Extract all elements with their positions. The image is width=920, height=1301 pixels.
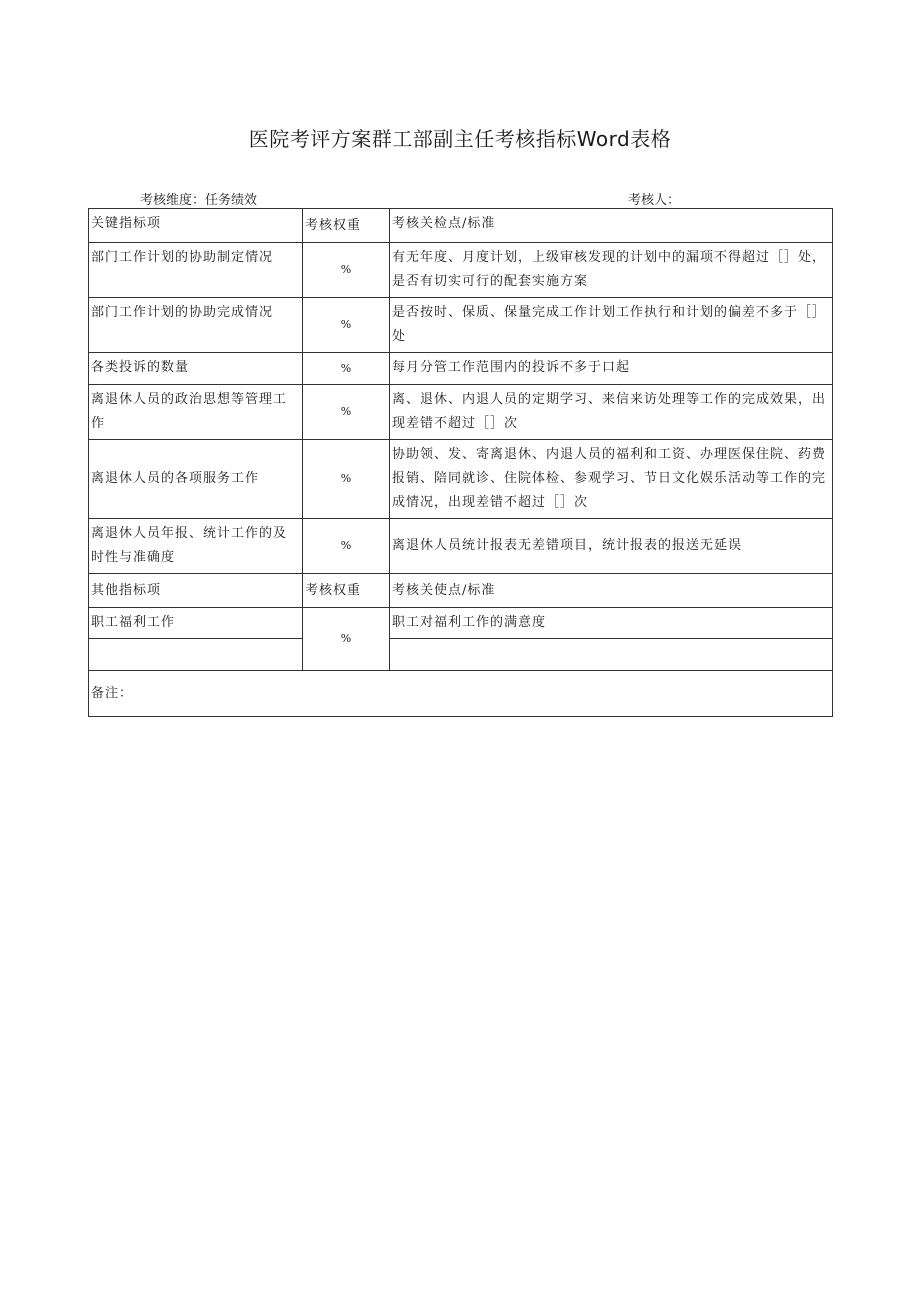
table-row xyxy=(89,298,833,353)
assessment-dimension: 考核维度：任务绩效 xyxy=(140,193,258,208)
table-row xyxy=(89,440,833,519)
standard-cell: 离、退休、内退人员的定期学习、来信来访处理等工作的完成效果，出现差错不超过［］次 xyxy=(390,385,833,440)
standard-cell: 每月分管工作范围内的投诉不多于口起 xyxy=(390,353,833,385)
header-other-standard: 考核关使点/标准 xyxy=(390,574,833,608)
weight-cell: % xyxy=(303,298,390,353)
other-item-cell-empty xyxy=(89,639,303,671)
weight-cell: % xyxy=(303,385,390,440)
table-row xyxy=(89,385,833,440)
table-row xyxy=(89,243,833,298)
header-other-item: 其他指标项 xyxy=(89,574,303,608)
other-header-row xyxy=(89,574,833,608)
weight-cell: % xyxy=(303,608,390,671)
key-item-cell: 离退休人员的各项服务工作 xyxy=(89,440,303,519)
standard-cell: 离退休人员统计报表无差错项目，统计报表的报送无延误 xyxy=(390,519,833,574)
header-key-item: 关键指标项 xyxy=(89,209,303,243)
key-item-cell: 离退休人员的政治思想等管理工作 xyxy=(89,385,303,440)
table-row xyxy=(89,608,833,639)
other-standard-cell-empty xyxy=(390,639,833,671)
key-item-cell: 部门工作计划的协助制定情况 xyxy=(89,243,303,298)
table-row xyxy=(89,353,833,385)
table-row xyxy=(89,639,833,671)
standard-cell: 协助领、发、寄离退休、内退人员的福利和工资、办理医保住院、药费报销、陪同就诊、住院体检、参观学习、节日文化娱乐活动等工作的完成情况，出现差错不超过［］次 xyxy=(390,440,833,519)
weight-cell: % xyxy=(303,353,390,385)
header-other-weight: 考核权重 xyxy=(303,574,390,608)
weight-cell: % xyxy=(303,440,390,519)
header-standard: 考核关检点/标准 xyxy=(390,209,833,243)
standard-cell: 有无年度、月度计划，上级审核发现的计划中的漏项不得超过［］处，是否有切实可行的配套实施方案 xyxy=(390,243,833,298)
key-item-cell: 各类投诉的数量 xyxy=(89,353,303,385)
key-item-cell: 部门工作计划的协助完成情况 xyxy=(89,298,303,353)
header-weight: 考核权重 xyxy=(303,209,390,243)
other-standard-cell: 职工对福利工作的满意度 xyxy=(390,608,833,639)
table-row xyxy=(89,519,833,574)
remarks-cell: 备注： xyxy=(89,671,833,717)
key-item-cell: 离退休人员年报、统计工作的及时性与准确度 xyxy=(89,519,303,574)
other-item-cell: 职工福利工作 xyxy=(89,608,303,639)
kpi-table xyxy=(88,208,833,717)
standard-cell: 是否按时、保质、保量完成工作计划工作执行和计划的偏差不多于［］处 xyxy=(390,298,833,353)
document-title: 医院考评方案群工部副主任考核指标Word表格 xyxy=(248,127,672,151)
weight-cell: % xyxy=(303,519,390,574)
weight-cell: % xyxy=(303,243,390,298)
assessor-label: 考核人： xyxy=(628,193,681,208)
table-header-row xyxy=(89,209,833,243)
remarks-row xyxy=(89,671,833,717)
